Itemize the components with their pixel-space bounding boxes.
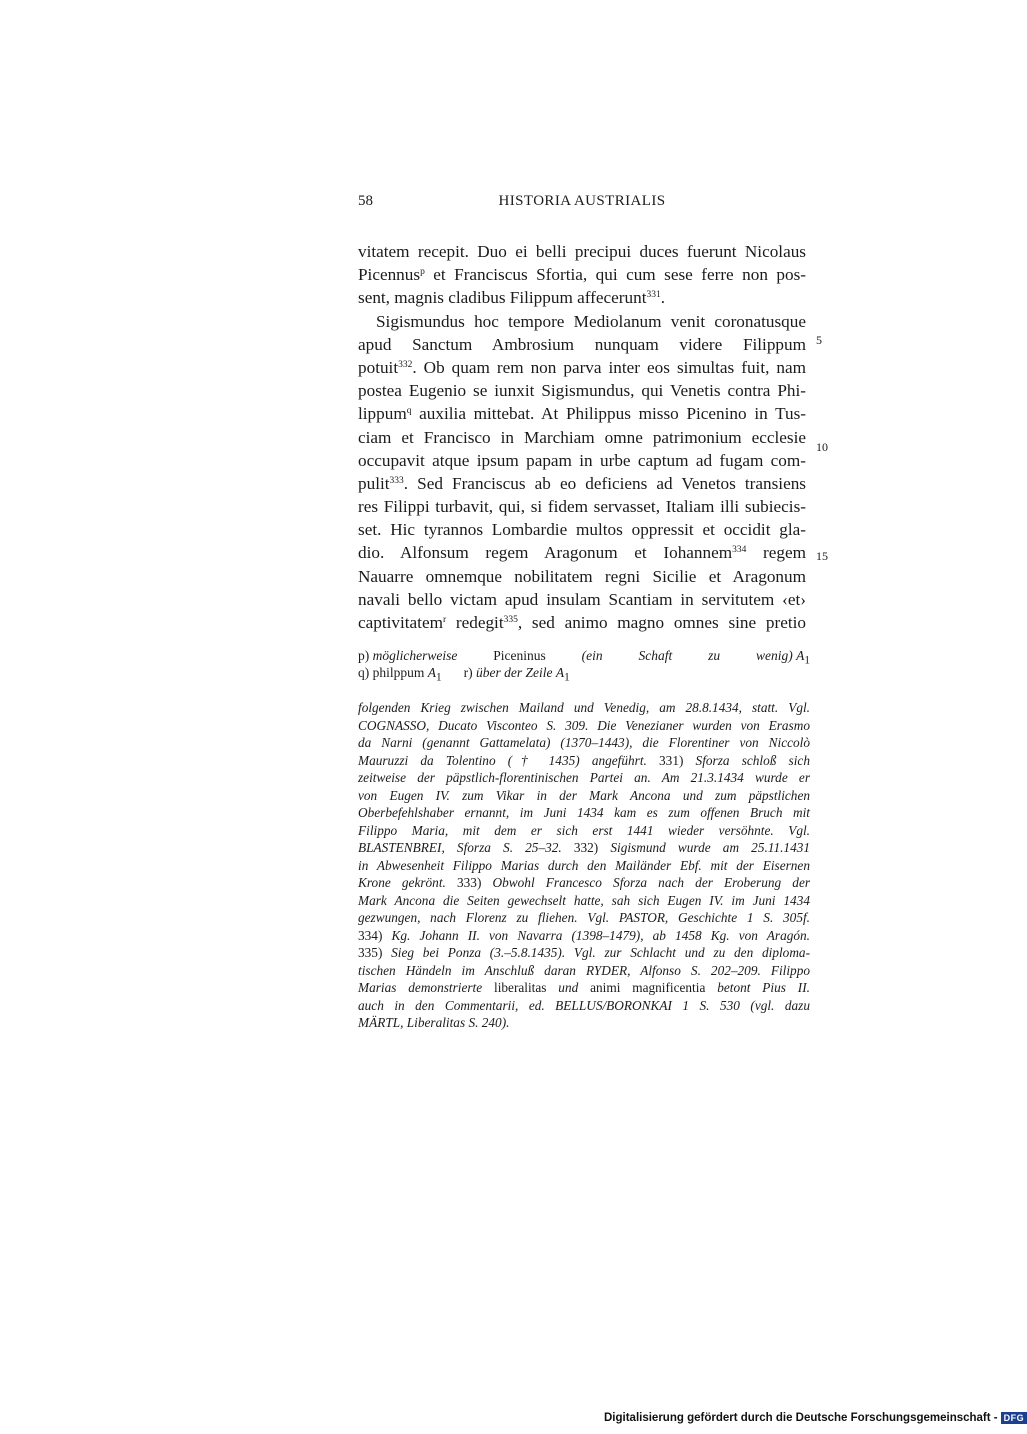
text-line: dio. Alfonsum regem Aragonum et Iohannem$^{334}$ regem: [358, 543, 806, 563]
credit-text: Digitalisierung gefördert durch die Deutsche Forschungsgemeinschaft -: [604, 1412, 998, 1424]
footnote-line: Filippo Maria, mit dem er sich erst 1441 wieder versöhnte. Vgl.: [358, 822, 810, 838]
footnote-line: tischen Händeln im Anschluß daran RYDER, Alfonso S. 202–209. Filippo: [358, 962, 810, 978]
footnote-marker: 332: [398, 359, 413, 370]
main-text: [358, 240, 806, 634]
line-number: 15: [816, 549, 828, 563]
text-line: captivitatem$^r$ redegit$^{335}$, sed animo magno omnes sine pretio: [358, 613, 806, 632]
footnote-line: 335) Sieg bei Ponza (3.–5.8.1435). Vgl. zur Schlacht und zu den diploma-: [358, 945, 811, 960]
running-title: HISTORIA AUSTRIALIS: [498, 193, 666, 209]
footnote-line: von Eugen IV. zum Vikar in der Mark Ancona und zum päpstlichen: [358, 787, 810, 803]
footnote-line: BLASTENBREI, Sforza S. 25–32. 332) Sigismund wurde am 25.11.1431: [358, 840, 811, 855]
text-line: set. Hic tyrannos Lombardie multos oppressit et occidit gla-: [358, 520, 806, 540]
footnote-marker: 333: [389, 475, 404, 486]
critical-apparatus: [358, 647, 810, 684]
footnote-line: auch in den Commentarii, ed. BELLUS/BORONKAI 1 S. 530 (vgl. dazu: [358, 997, 810, 1013]
text-line: ciam et Francisco in Marchiam omne patrimonium ecclesie: [358, 427, 806, 447]
dfg-logo: DFG: [1001, 1412, 1027, 1424]
footnote-line: 334) Kg. Johann II. von Navarra (1398–1479), ab 1458 Kg. von Aragón.: [358, 927, 811, 943]
footnote-line: Oberbefehlshaber ernannt, im Juni 1434 kam es zum offenen Bruch mit: [358, 805, 810, 820]
page-number: 58: [358, 193, 373, 209]
line-number: 5: [816, 333, 822, 347]
apparatus-marker: r: [442, 615, 447, 625]
apparatus-entry-q-r: q) philppum $A_1$ r) über der Zeile $A_1$: [358, 665, 570, 684]
footnote-line: zeitweise der päpstlich-florentinischen Partei an. Am 21.3.1434 wurde er: [358, 770, 810, 785]
footnote-line: MÄRTL, Liberalitas S. 240).: [358, 1015, 510, 1030]
text-line: res Filippi turbavit, qui, si fidem servasset, Italiam illi subiecis-: [358, 497, 806, 517]
footnote-line: folgenden Krieg zwischen Mailand und Venedig, am 28.8.1434, statt. Vgl.: [358, 700, 810, 715]
footnote-marker: 335: [503, 615, 518, 625]
text-line: navali bello victam apud insulam Scantiam in servitutem ‹et›: [358, 589, 806, 609]
apparatus-marker: q: [406, 406, 412, 417]
footnote-line: Mauruzzi da Tolentino († 1435) angeführt. 331) Sforza schloß sich: [358, 752, 810, 768]
footnote-line: Krone gekrönt. 333) Obwohl Francesco Sforza nach der Eroberung der: [358, 875, 811, 890]
footnote-line: da Narni (genannt Gattamelata) (1370–1443), die Florentiner von Niccolò: [358, 735, 810, 750]
text-line: Picennus$^p$ et Franciscus Sfortia, qui cum sese ferre non pos-: [358, 265, 806, 285]
apparatus-marker: p: [420, 267, 425, 278]
text-line: Sigismundus hoc tempore Mediolanum venit coronatusque: [376, 311, 806, 331]
digitization-credit: [604, 1412, 1027, 1424]
apparatus-entry-p: p) möglicherweise Piceninus (ein Schaft zu wenig) $A_1$: [358, 648, 810, 667]
footnote-line: Mark Ancona die Seiten gewechselt hatte, sah sich Eugen IV. im Juni 1434: [358, 892, 810, 908]
footnote-line: Marias demonstrierte liberalitas und animi magnificentia betont Pius II.: [358, 980, 810, 995]
footnote-line: COGNASSO, Ducato Visconteo S. 309. Die Venezianer wurden von Erasmo: [358, 717, 810, 733]
text-line: pulit$^{333}$. Sed Franciscus ab eo deficiens ad Venetos transiens: [358, 473, 806, 493]
footnote-marker: 334: [732, 545, 747, 556]
footnote-marker: 331: [646, 290, 661, 301]
text-line: occupavit atque ipsum papam in urbe captum ad fugam com-: [358, 450, 806, 470]
line-number: 10: [816, 440, 828, 454]
text-line: Nauarre omnemque nobilitatem regni Sicilie et Aragonum: [358, 566, 806, 586]
text-line: apud Sanctum Ambrosium nunquam videre Filippum: [358, 334, 806, 354]
text-line: potuit$^{332}$. Ob quam rem non parva inter eos simultas fuit, nam: [358, 357, 806, 377]
footnote-line: gezwungen, nach Florenz zu fliehen. Vgl. PASTOR, Geschichte 1 S. 305f.: [358, 910, 810, 925]
text-line: postea Eugenio se iunxit Sigismundus, qui Venetis contra Phi-: [358, 381, 806, 401]
running-head: [358, 193, 806, 215]
text-line: sent, magnis cladibus Filippum affecerunt$^{331}$.: [358, 288, 666, 308]
text-line: vitatem recepit. Duo ei belli precipui duces fuerunt Nicolaus: [358, 242, 806, 261]
text-line: lippum$^q$ auxilia mittebat. At Philippus misso Picenino in Tus-: [358, 404, 806, 424]
footnotes: [358, 699, 810, 1032]
footnote-line: in Abwesenheit Filippo Marias durch den Mailänder Ebf. mit der Eisernen: [358, 857, 810, 873]
